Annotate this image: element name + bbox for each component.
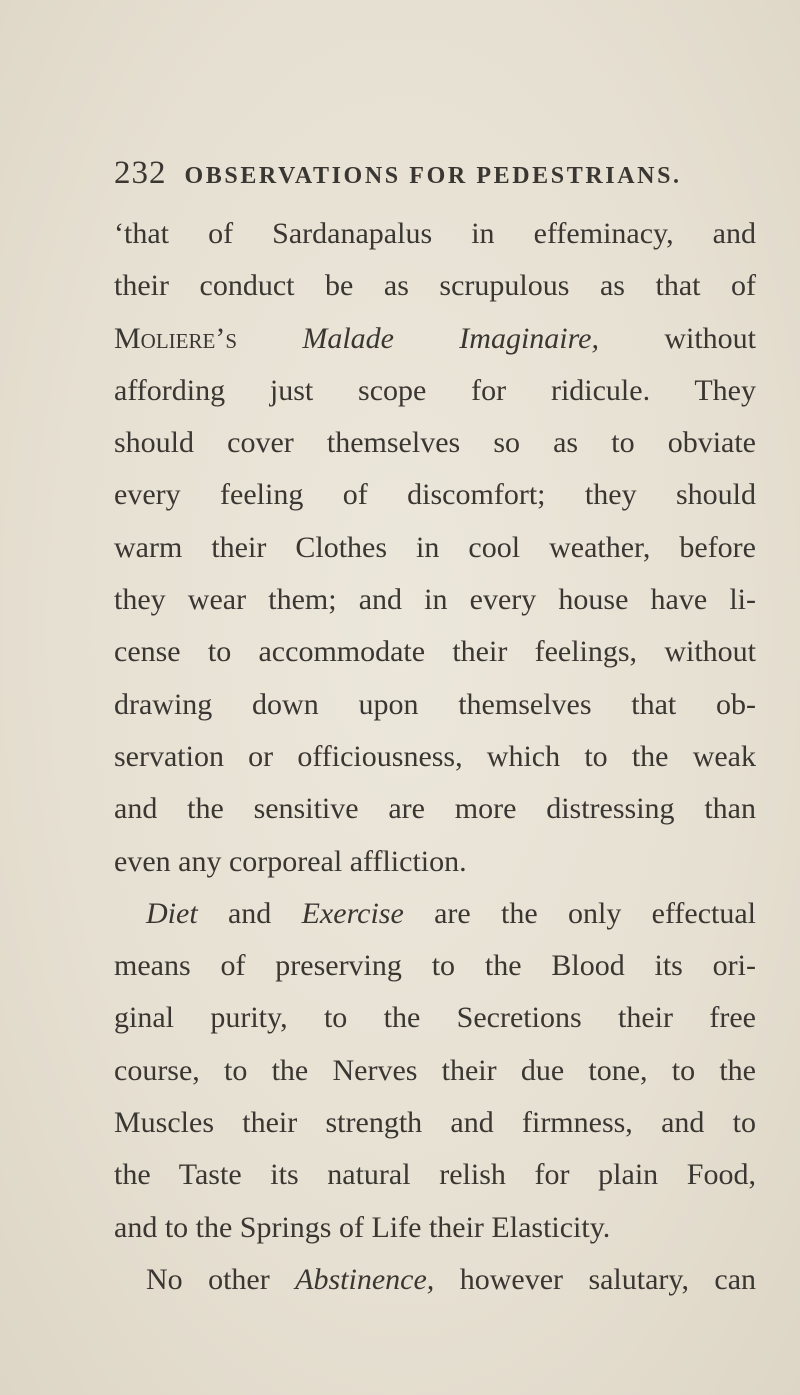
text-line: every feeling of discomfort; they should <box>114 478 756 512</box>
text-line: drawing down upon themselves that ob- <box>114 687 756 721</box>
page-number: 232 <box>114 155 167 191</box>
running-title: OBSERVATIONS FOR PEDESTRIANS. <box>184 163 682 189</box>
text-line <box>114 888 756 940</box>
text-fragment: No other <box>146 1262 270 1296</box>
text-line: they wear them; and in every house have li- <box>114 583 756 617</box>
text-line: Muscles their strength and firmness, and to <box>114 1106 756 1140</box>
text-line: ‘that of Sardanapalus in effeminacy, and <box>114 217 756 250</box>
text-line <box>114 1254 756 1306</box>
text-line: cense to accommodate their feelings, without <box>114 635 756 669</box>
text-line: ginal purity, to the Secretions their free <box>114 1001 756 1035</box>
text-fragment: without <box>664 321 756 355</box>
emphasis-diet: Diet <box>146 896 198 930</box>
text-line: means of preserving to the Blood its ori- <box>114 949 756 983</box>
text-line: servation or officiousness, which to the weak <box>114 739 756 773</box>
text-line: their conduct be as scrupulous as that of <box>114 269 756 303</box>
text-line: affording just scope for ridicule. They <box>114 373 756 407</box>
body-text <box>114 208 756 1306</box>
text-line: and the sensitive are more distressing than <box>114 792 756 826</box>
text-line: even any corporeal affliction. <box>114 844 467 878</box>
text-fragment: and <box>227 896 272 930</box>
text-line: warm their Clothes in cool weather, before <box>114 530 756 564</box>
text-line: should cover themselves so as to obviate <box>114 426 756 460</box>
text-line: course, to the Nerves their due tone, to the <box>114 1053 756 1087</box>
text-fragment: however salutary, can <box>459 1262 757 1296</box>
emphasis-exercise: Exercise <box>301 896 404 930</box>
text-line <box>114 313 756 365</box>
text-line: and to the Springs of Life their Elasticity. <box>114 1210 611 1244</box>
running-header <box>114 155 754 195</box>
work-title: Malade Imaginaire, <box>302 321 599 355</box>
emphasis-abstinence: Abstinence, <box>295 1262 435 1296</box>
author-name: Moliere’s <box>114 321 237 355</box>
text-fragment: are the only effectual <box>434 896 756 930</box>
text-line: the Taste its natural relish for plain Food, <box>114 1158 756 1192</box>
